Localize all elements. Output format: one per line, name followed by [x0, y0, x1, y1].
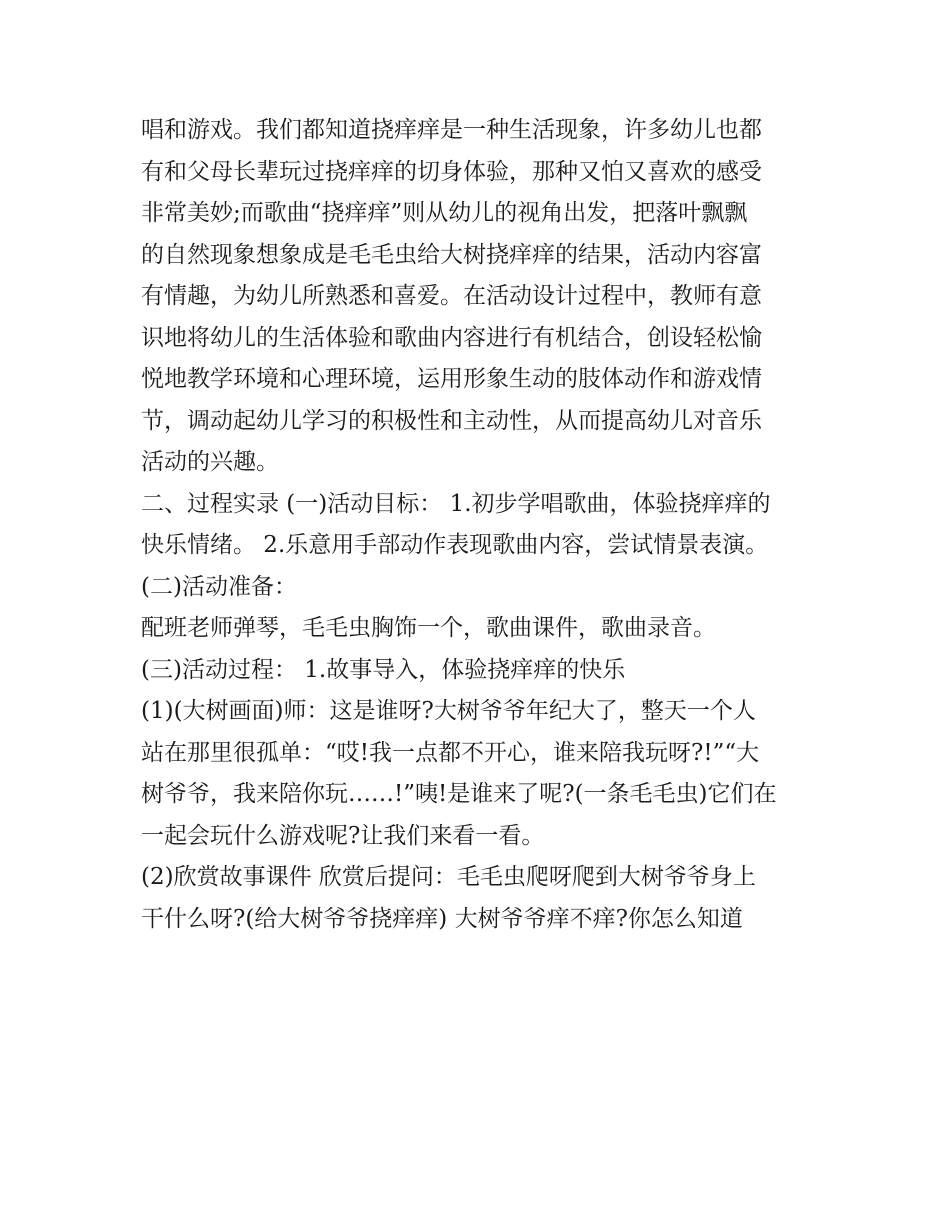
text-line: (1)(大树画面)师：这是谁呀?大树爷爷年纪大了，整天一个人	[141, 698, 756, 724]
subsection-heading-line: (二)活动准备：	[141, 573, 297, 600]
text-line: 识地将幼儿的生活体验和歌曲内容进行有机结合，创设轻松愉	[141, 324, 762, 351]
text-line: 一起会玩什么游戏呢?让我们来看一看。	[141, 822, 545, 849]
text-line: 树爷爷，我来陪你玩……!”咦!是谁来了呢?(一条毛毛虫)它们在	[141, 781, 777, 807]
subsection-heading-line: (三)活动过程： 1.故事导入，体验挠痒痒的快乐	[141, 656, 626, 683]
text-line: 快乐情绪。 2.乐意用手部动作表现歌曲内容，尝试情景表演。	[141, 532, 769, 558]
text-line: 有和父母长辈玩过挠痒痒的切身体验，那种又怕又喜欢的感受	[141, 158, 762, 185]
text-line: 活动的兴趣。	[141, 449, 279, 475]
text-line: 有情趣，为幼儿所熟悉和喜爱。在活动设计过程中，教师有意	[141, 283, 762, 309]
section-heading-line: 二、过程实录 (一)活动目标： 1.初步学唱歌曲，体验挠痒痒的	[141, 490, 771, 517]
text-line: 节，调动起幼儿学习的积极性和主动性，从而提高幼儿对音乐	[141, 407, 762, 434]
text-line: 非常美妙;而歌曲“挠痒痒”则从幼儿的视角出发，把落叶飘飘	[141, 200, 748, 226]
text-line: 唱和游戏。我们都知道挠痒痒是一种生活现象，许多幼儿也都	[141, 117, 762, 143]
text-line: (2)欣赏故事课件 欣赏后提问：毛毛虫爬呀爬到大树爷爷身上	[141, 864, 756, 890]
body-text	[141, 110, 821, 940]
text-line: 干什么呀?(给大树爷爷挠痒痒) 大树爷爷痒不痒?你怎么知道	[141, 905, 743, 932]
text-line: 配班老师弹琴，毛毛虫胸饰一个，歌曲课件，歌曲录音。	[141, 615, 716, 641]
text-line: 站在那里很孤单：“哎!我一点都不开心，谁来陪我玩呀?!”“大	[141, 739, 760, 766]
text-line: 悦地教学环境和心理环境，运用形象生动的肢体动作和游戏情	[141, 366, 762, 392]
text-line: 的自然现象想象成是毛毛虫给大树挠痒痒的结果，活动内容富	[141, 241, 762, 268]
